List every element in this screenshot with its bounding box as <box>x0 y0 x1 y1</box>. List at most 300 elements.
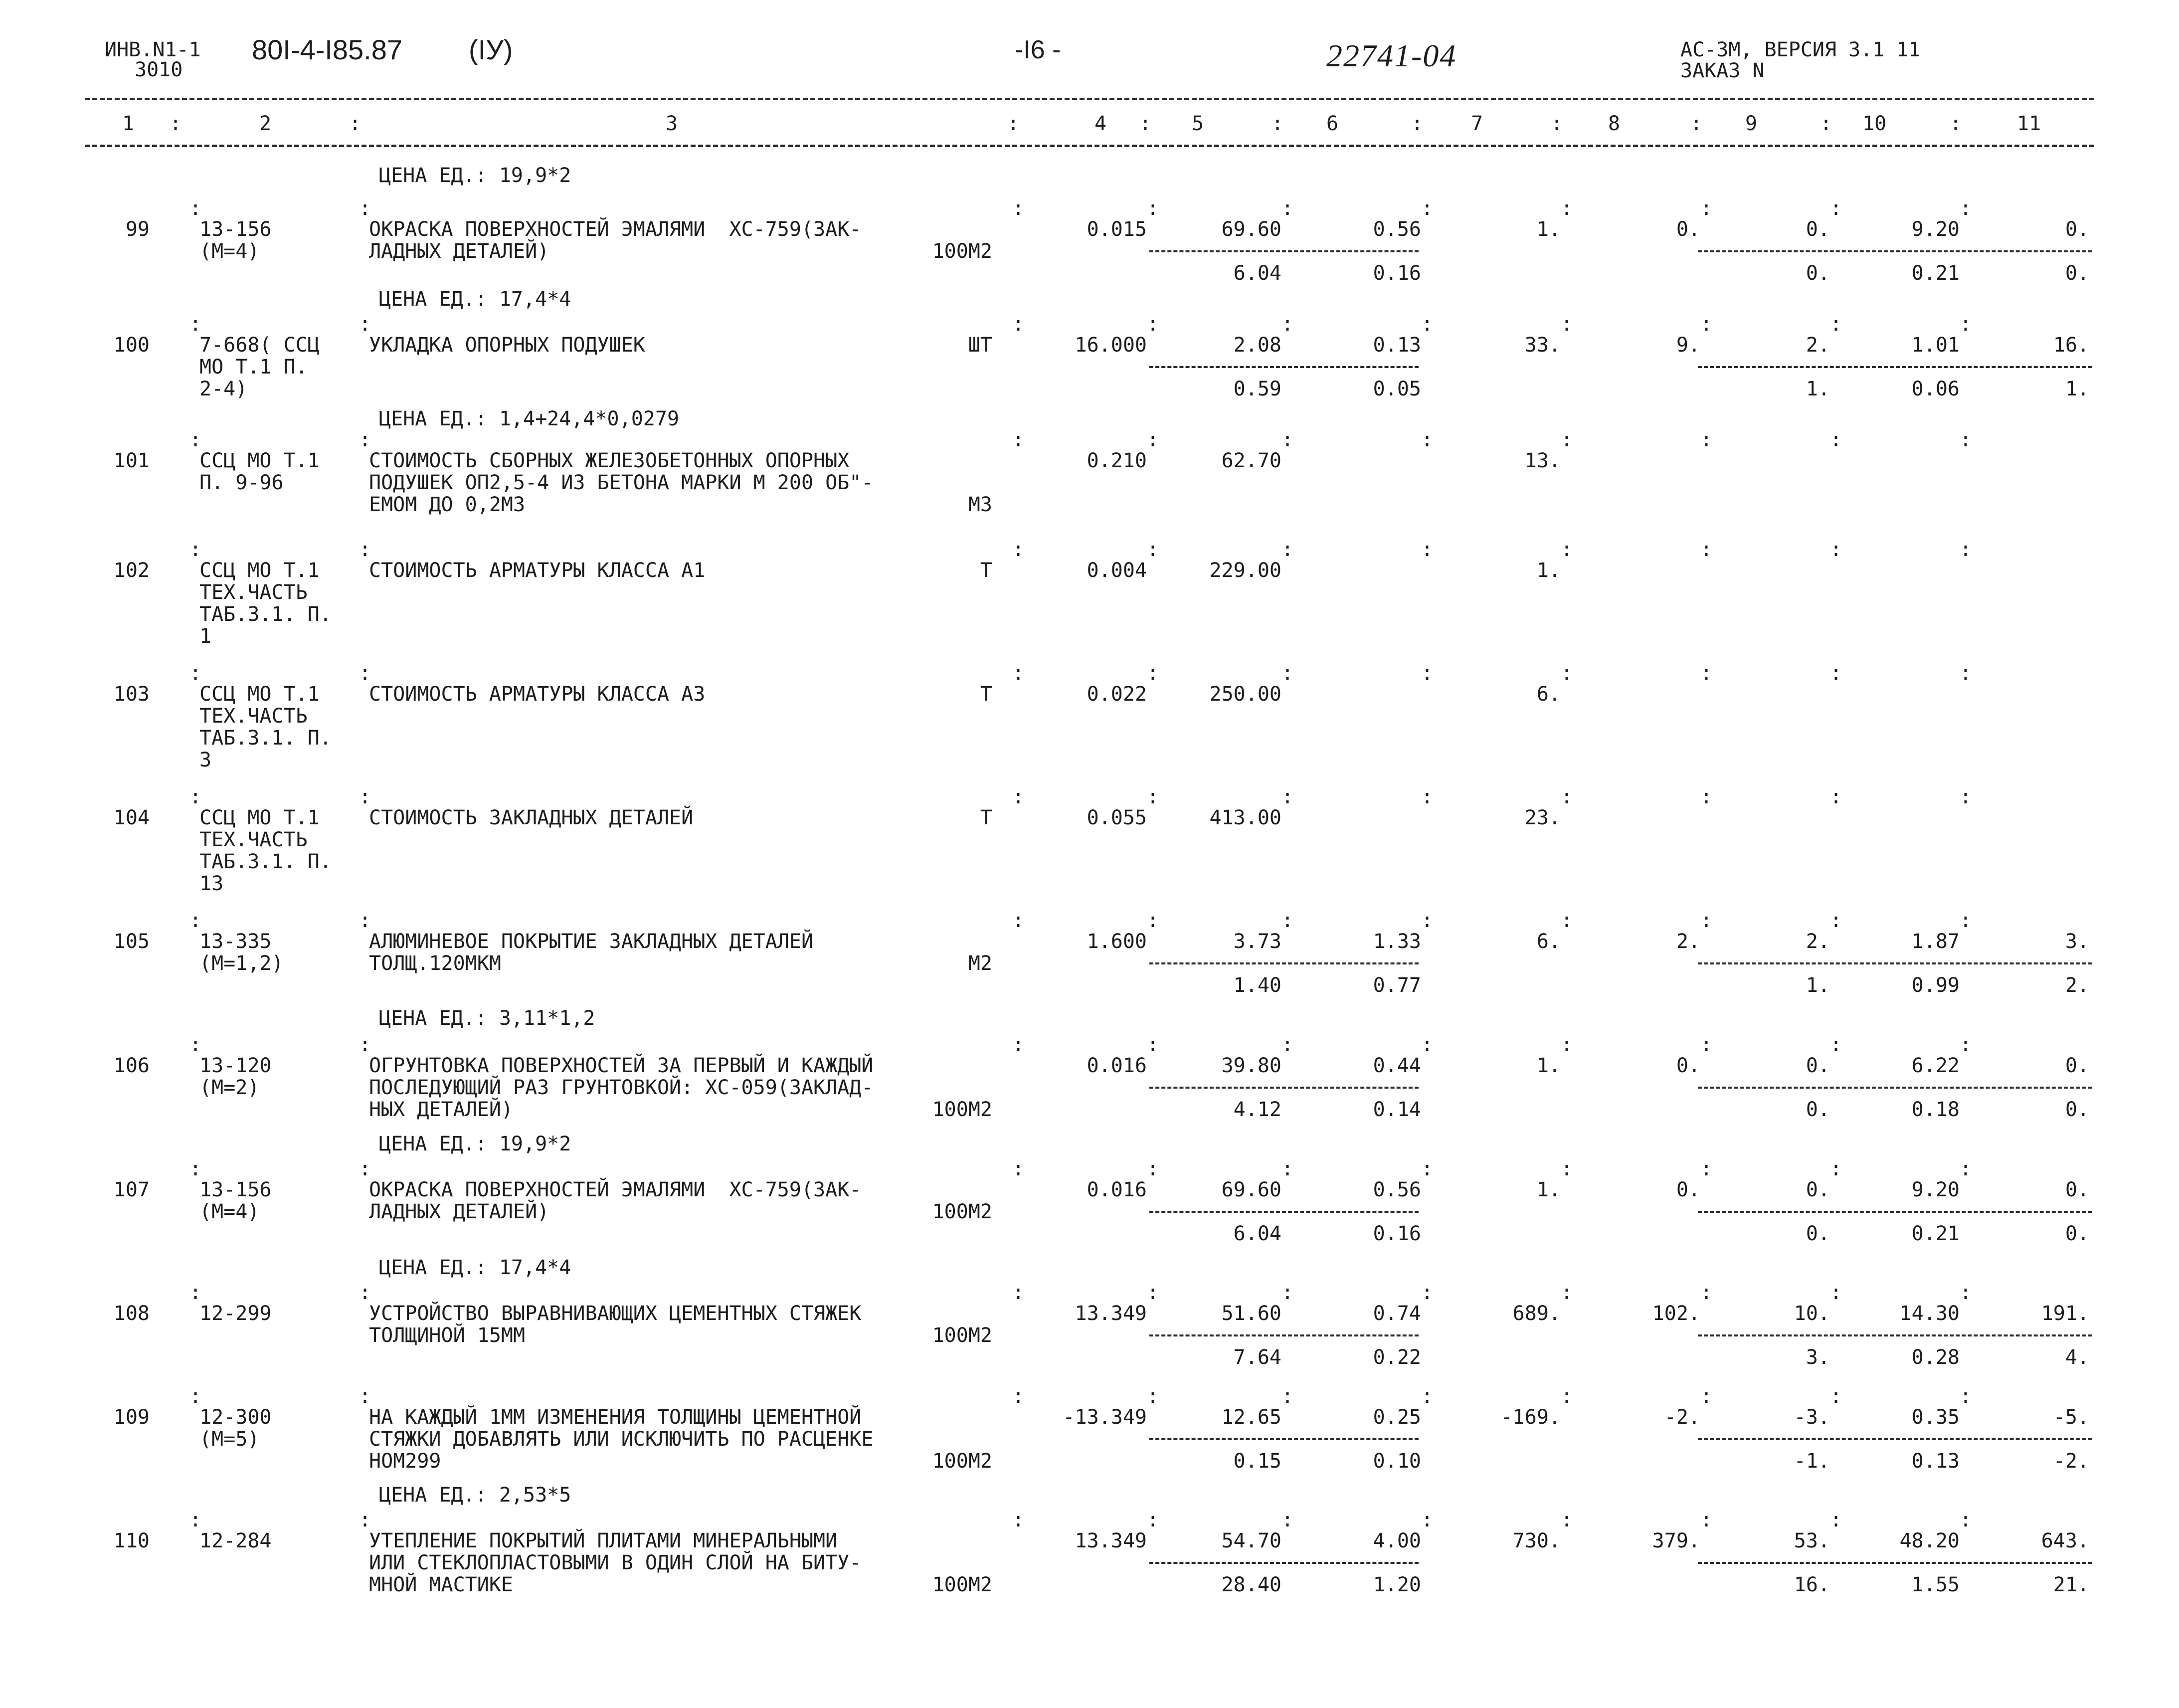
subtotal-divider <box>1149 1087 1419 1089</box>
column-separator: : <box>1281 1509 1294 1531</box>
column-separator: : <box>1421 1509 1434 1531</box>
subtotal-divider <box>1149 1334 1419 1336</box>
column-separator: : <box>1012 1281 1025 1304</box>
column-separator: : <box>1012 1033 1025 1056</box>
row-description: СТОИМОСТЬ СБОРНЫХ ЖЕЛЕЗОБЕТОННЫХ ОПОРНЫХ <box>369 449 850 472</box>
column-header-2: 2 <box>259 112 272 135</box>
column-separator: : <box>189 428 202 451</box>
column-separator: : <box>1561 538 1573 561</box>
column-separator: : <box>1281 785 1294 808</box>
row-code: (M=1,2) <box>199 952 284 975</box>
row-number: 100 <box>113 334 150 357</box>
subtotal-divider <box>1149 1438 1419 1440</box>
cell-col-6: 0.74 <box>1373 1302 1421 1325</box>
column-separator: : <box>1012 662 1025 685</box>
column-separator: : <box>1960 1033 1972 1056</box>
cell-col-4: 16.000 <box>1075 334 1147 357</box>
cell-col-9-second: 3. <box>1806 1346 1830 1369</box>
cell-col-11: 191. <box>2041 1302 2089 1325</box>
column-separator: : <box>1830 785 1842 808</box>
cell-col-4: 0.015 <box>1087 218 1147 241</box>
subtotal-divider <box>1698 1211 2092 1213</box>
cell-col-5: 12.65 <box>1221 1406 1281 1429</box>
column-separator: : <box>1281 1157 1294 1180</box>
column-separator: : <box>359 538 371 561</box>
cell-col-8: 9. <box>1676 334 1700 357</box>
cell-col-6-second: 1.20 <box>1373 1573 1421 1596</box>
cell-col-9: -3. <box>1794 1406 1830 1429</box>
cell-col-9: 10. <box>1794 1302 1830 1325</box>
cell-col-10-second: 0.13 <box>1911 1450 1960 1473</box>
cell-col-6-second: 0.05 <box>1373 378 1421 400</box>
row-description: УКЛАДКА ОПОРНЫХ ПОДУШЕК <box>369 334 645 357</box>
cell-col-5-second: 28.40 <box>1221 1573 1281 1596</box>
column-separator: : <box>1690 112 1703 135</box>
row-description: СТЯЖКИ ДОБАВЛЯТЬ ИЛИ ИСКЛЮЧИТЬ ПО РАСЦЕНКЕ <box>369 1428 874 1451</box>
cell-col-4: 0.016 <box>1087 1054 1147 1077</box>
column-separator: : <box>359 313 371 336</box>
column-separator: : <box>1820 112 1832 135</box>
cell-col-5-second: 6.04 <box>1233 1222 1281 1245</box>
cell-col-7: 6. <box>1536 683 1561 706</box>
cell-col-8: 0. <box>1676 218 1700 241</box>
row-description: ЛАДНЫХ ДЕТАЛЕЙ) <box>369 240 549 263</box>
row-unit: 100М2 <box>932 1450 992 1473</box>
column-separator: : <box>1700 538 1713 561</box>
row-code: ТЕХ.ЧАСТЬ <box>199 828 308 851</box>
column-separator: : <box>1012 1385 1025 1408</box>
cell-col-9: 0. <box>1806 1178 1830 1201</box>
column-separator: : <box>1421 1157 1434 1180</box>
column-separator: : <box>1281 662 1294 685</box>
column-separator: : <box>1421 197 1434 220</box>
column-header-11: 11 <box>2017 112 2041 135</box>
column-separator: : <box>1700 1033 1713 1056</box>
column-separator: : <box>1830 1033 1842 1056</box>
column-separator: : <box>1700 785 1713 808</box>
column-separator: : <box>1012 313 1025 336</box>
cell-col-6-second: 0.16 <box>1373 1222 1421 1245</box>
cell-col-5: 250.00 <box>1209 683 1281 706</box>
cell-col-4: 0.210 <box>1087 449 1147 472</box>
row-number: 105 <box>113 930 150 953</box>
cell-col-11: -5. <box>2053 1406 2089 1429</box>
cell-col-10-second: 0.21 <box>1911 262 1960 285</box>
row-description: ПОДУШЕК ОП2,5-4 ИЗ БЕТОНА МАРКИ М 200 ОБ"- <box>369 471 874 494</box>
cell-col-9-second: 0. <box>1806 1222 1830 1245</box>
cell-col-6: 0.44 <box>1373 1054 1421 1077</box>
cell-col-5: 229.00 <box>1209 559 1281 582</box>
project-issue: (IУ) <box>469 34 513 65</box>
column-separator: : <box>1561 313 1573 336</box>
column-separator: : <box>1950 112 1962 135</box>
cell-col-4: 0.004 <box>1087 559 1147 582</box>
row-description: МНОЙ МАСТИКЕ <box>369 1573 513 1596</box>
column-separator: : <box>359 1385 371 1408</box>
column-separator: : <box>1147 909 1159 932</box>
cell-col-5-second: 0.15 <box>1233 1450 1281 1473</box>
row-description: ПОСЛЕДУЮЩИЙ РАЗ ГРУНТОВКОЙ: ХС-059(ЗАКЛАД- <box>369 1076 874 1099</box>
cell-col-10: 14.30 <box>1899 1302 1960 1325</box>
row-unit: 100М2 <box>932 240 992 263</box>
row-code: П. 9-96 <box>199 471 284 494</box>
column-separator: : <box>1281 1385 1294 1408</box>
cell-col-10: 9.20 <box>1911 218 1960 241</box>
row-unit: 100М2 <box>932 1098 992 1121</box>
column-separator: : <box>1830 313 1842 336</box>
column-separator: : <box>1960 909 1972 932</box>
column-separator: : <box>189 1509 202 1531</box>
column-separator: : <box>1147 1033 1159 1056</box>
subtotal-divider <box>1698 962 2092 964</box>
row-number: 110 <box>113 1529 150 1552</box>
column-separator: : <box>189 909 202 932</box>
column-separator: : <box>1281 428 1294 451</box>
row-description: ОКРАСКА ПОВЕРХНОСТЕЙ ЭМАЛЯМИ ХС-759(ЗАК- <box>369 218 862 241</box>
column-separator: : <box>1421 1281 1434 1304</box>
subtotal-divider <box>1698 1562 2092 1564</box>
column-separator: : <box>1561 428 1573 451</box>
column-separator: : <box>1147 1385 1159 1408</box>
column-separator: : <box>1561 1157 1573 1180</box>
row-number: 101 <box>113 449 150 472</box>
inventory-label: ИНВ.N1-1 <box>105 38 201 61</box>
column-separator: : <box>1007 112 1020 135</box>
column-separator: : <box>189 538 202 561</box>
row-code: 1 <box>199 625 212 648</box>
row-number: 102 <box>113 559 150 582</box>
row-number: 99 <box>125 218 150 241</box>
subtotal-divider <box>1149 962 1419 964</box>
cell-col-10-second: 0.18 <box>1911 1098 1960 1121</box>
cell-col-6: 4.00 <box>1373 1529 1421 1552</box>
column-header-3: 3 <box>666 112 678 135</box>
column-separator: : <box>1147 1157 1159 1180</box>
cell-col-7: 1. <box>1536 559 1561 582</box>
column-separator: : <box>1012 909 1025 932</box>
cell-col-5-second: 1.40 <box>1233 974 1281 997</box>
row-description: ОКРАСКА ПОВЕРХНОСТЕЙ ЭМАЛЯМИ ХС-759(ЗАК- <box>369 1178 862 1201</box>
row-description: ТОЛЩИНОЙ 15ММ <box>369 1324 526 1347</box>
cell-col-9: 2. <box>1806 334 1830 357</box>
cell-col-7: 730. <box>1512 1529 1561 1552</box>
subtotal-divider <box>1149 1211 1419 1213</box>
row-code: 13-120 <box>199 1054 272 1077</box>
row-code: 13-335 <box>199 930 272 953</box>
row-code: (M=5) <box>199 1428 260 1451</box>
row-number: 107 <box>113 1178 150 1201</box>
row-code: 7-668( ССЦ <box>199 334 320 357</box>
cell-col-4: 0.016 <box>1087 1178 1147 1201</box>
subtotal-divider <box>1698 250 2092 252</box>
cell-col-5-second: 7.64 <box>1233 1346 1281 1369</box>
row-description: НЫХ ДЕТАЛЕЙ) <box>369 1098 513 1121</box>
cell-col-11-second: -2. <box>2053 1450 2089 1473</box>
row-code: ТЕХ.ЧАСТЬ <box>199 581 308 604</box>
column-separator: : <box>1421 1033 1434 1056</box>
column-header-8: 8 <box>1608 112 1621 135</box>
cell-col-8: 379. <box>1652 1529 1700 1552</box>
row-code: 2-4) <box>199 378 248 400</box>
column-separator: : <box>189 313 202 336</box>
cell-col-9-second: 16. <box>1794 1573 1830 1596</box>
column-separator: : <box>1561 785 1573 808</box>
cell-col-8: -2. <box>1664 1406 1700 1429</box>
column-separator: : <box>1561 662 1573 685</box>
cell-col-10: 1.01 <box>1911 334 1960 357</box>
row-unit: 100М2 <box>932 1573 992 1596</box>
cell-col-11-second: 4. <box>2065 1346 2089 1369</box>
row-unit: ШТ <box>968 334 992 357</box>
cell-col-6: 0.56 <box>1373 218 1421 241</box>
cell-col-5: 51.60 <box>1221 1302 1281 1325</box>
column-separator: : <box>1830 662 1842 685</box>
cell-col-7: 1. <box>1536 218 1561 241</box>
row-unit: М3 <box>968 493 992 516</box>
cell-col-9-second: 1. <box>1806 378 1830 400</box>
subtotal-divider <box>1149 250 1419 252</box>
row-code: (M=4) <box>199 240 260 263</box>
cell-col-4: -13.349 <box>1063 1406 1147 1429</box>
cell-col-10: 48.20 <box>1899 1529 1960 1552</box>
column-separator: : <box>1411 112 1424 135</box>
column-separator: : <box>1960 428 1972 451</box>
page-number: -I6 - <box>1015 35 1061 64</box>
column-separator: : <box>1147 662 1159 685</box>
cell-col-9-second: 0. <box>1806 262 1830 285</box>
column-separator: : <box>359 1509 371 1531</box>
row-code: ТАБ.3.1. П. <box>199 603 332 626</box>
cell-col-8: 102. <box>1652 1302 1700 1325</box>
cell-col-10-second: 0.21 <box>1911 1222 1960 1245</box>
cell-col-8: 0. <box>1676 1054 1700 1077</box>
cell-col-7: 13. <box>1524 449 1561 472</box>
column-header-5: 5 <box>1192 112 1204 135</box>
column-separator: : <box>1960 1385 1972 1408</box>
cell-col-9: 2. <box>1806 930 1830 953</box>
cell-col-6-second: 0.77 <box>1373 974 1421 997</box>
row-code: ССЦ МО Т.1 <box>199 683 320 706</box>
cell-col-6: 1.33 <box>1373 930 1421 953</box>
row-description: АЛЮМИНЕВОЕ ПОКРЫТИЕ ЗАКЛАДНЫХ ДЕТАЛЕЙ <box>369 930 814 953</box>
cell-col-5: 62.70 <box>1221 449 1281 472</box>
row-code: 12-284 <box>199 1529 272 1552</box>
column-separator: : <box>1281 1033 1294 1056</box>
row-number: 103 <box>113 683 150 706</box>
column-separator: : <box>1281 538 1294 561</box>
column-separator: : <box>359 785 371 808</box>
column-separator: : <box>1139 112 1152 135</box>
unit-price-note: ЦЕНА ЕД.: 3,11*1,2 <box>379 1007 595 1030</box>
column-separator: : <box>1960 1157 1972 1180</box>
column-separator: : <box>1012 1509 1025 1531</box>
cell-col-11-second: 0. <box>2065 262 2089 285</box>
column-separator: : <box>1830 1385 1842 1408</box>
cell-col-8: 2. <box>1676 930 1700 953</box>
order-number: ЗАКАЗ N <box>1680 59 1765 82</box>
cell-col-6-second: 0.10 <box>1373 1450 1421 1473</box>
column-separator: : <box>170 112 182 135</box>
cell-col-10: 1.87 <box>1911 930 1960 953</box>
cell-col-6: 0.56 <box>1373 1178 1421 1201</box>
column-separator: : <box>1830 538 1842 561</box>
column-separator: : <box>1700 428 1713 451</box>
column-separator: : <box>1281 197 1294 220</box>
row-description: НА КАЖДЫЙ 1ММ ИЗМЕНЕНИЯ ТОЛЩИНЫ ЦЕМЕНТНОЙ <box>369 1406 862 1429</box>
column-header-4: 4 <box>1094 112 1107 135</box>
row-description: ЕМОМ ДО 0,2М3 <box>369 493 526 516</box>
row-code: ТЕХ.ЧАСТЬ <box>199 705 308 728</box>
column-separator: : <box>1561 1385 1573 1408</box>
column-separator: : <box>1830 909 1842 932</box>
column-header-7: 7 <box>1471 112 1483 135</box>
column-separator: : <box>1147 313 1159 336</box>
column-header-9: 9 <box>1745 112 1758 135</box>
column-separator: : <box>1147 1509 1159 1531</box>
column-separator: : <box>1960 662 1972 685</box>
column-separator: : <box>1012 428 1025 451</box>
cell-col-11: 3. <box>2065 930 2089 953</box>
header-rule <box>85 145 2094 147</box>
column-separator: : <box>359 1033 371 1056</box>
column-separator: : <box>189 785 202 808</box>
column-separator: : <box>1561 1033 1573 1056</box>
cell-col-10-second: 0.99 <box>1911 974 1960 997</box>
column-separator: : <box>1700 1509 1713 1531</box>
subtotal-divider <box>1698 366 2092 368</box>
cell-col-6-second: 0.16 <box>1373 262 1421 285</box>
row-code: (M=2) <box>199 1076 260 1099</box>
row-code: ССЦ МО Т.1 <box>199 449 320 472</box>
row-code: ТАБ.3.1. П. <box>199 727 332 750</box>
row-code: ТАБ.3.1. П. <box>199 850 332 873</box>
column-separator: : <box>1421 662 1434 685</box>
cell-col-5-second: 4.12 <box>1233 1098 1281 1121</box>
subtotal-divider <box>1149 366 1419 368</box>
cell-col-7: 23. <box>1524 806 1561 829</box>
column-separator: : <box>1700 197 1713 220</box>
cell-col-5: 2.08 <box>1233 334 1281 357</box>
cell-col-7: 6. <box>1536 930 1561 953</box>
cell-col-10: 6.22 <box>1911 1054 1960 1077</box>
cell-col-4: 13.349 <box>1075 1529 1147 1552</box>
unit-price-note: ЦЕНА ЕД.: 17,4*4 <box>379 288 571 311</box>
cell-col-5: 54.70 <box>1221 1529 1281 1552</box>
subtotal-divider <box>1698 1334 2092 1336</box>
column-separator: : <box>1012 1157 1025 1180</box>
column-separator: : <box>189 662 202 685</box>
row-description: ОГРУНТОВКА ПОВЕРХНОСТЕЙ ЗА ПЕРВЫЙ И КАЖДЫЙ <box>369 1054 874 1077</box>
column-separator: : <box>1830 1281 1842 1304</box>
row-unit: 100М2 <box>932 1200 992 1223</box>
subtotal-divider <box>1698 1087 2092 1089</box>
row-description: СТОИМОСТЬ АРМАТУРЫ КЛАССА А1 <box>369 559 706 582</box>
cell-col-11-second: 0. <box>2065 1222 2089 1245</box>
subtotal-divider <box>1698 1438 2092 1440</box>
row-unit: 100М2 <box>932 1324 992 1347</box>
column-separator: : <box>359 1281 371 1304</box>
row-code: ССЦ МО Т.1 <box>199 559 320 582</box>
cell-col-7: -169. <box>1500 1406 1561 1429</box>
cell-col-5: 69.60 <box>1221 1178 1281 1201</box>
cell-col-11: 643. <box>2041 1529 2089 1552</box>
inventory-number: 3010 <box>135 58 183 81</box>
column-separator: : <box>1012 785 1025 808</box>
column-separator: : <box>359 428 371 451</box>
column-separator: : <box>1960 1509 1972 1531</box>
cell-col-6: 0.13 <box>1373 334 1421 357</box>
project-code: 80I-4-I85.87 <box>252 34 402 65</box>
column-separator: : <box>1830 1509 1842 1531</box>
cell-col-5: 413.00 <box>1209 806 1281 829</box>
row-description: ЛАДНЫХ ДЕТАЛЕЙ) <box>369 1200 549 1223</box>
row-code: 3 <box>199 749 212 771</box>
cell-col-6-second: 0.14 <box>1373 1098 1421 1121</box>
column-separator: : <box>1960 538 1972 561</box>
column-header-10: 10 <box>1862 112 1887 135</box>
row-number: 104 <box>113 806 150 829</box>
column-header-1: 1 <box>122 112 135 135</box>
cell-col-4: 1.600 <box>1087 930 1147 953</box>
column-separator: : <box>189 1281 202 1304</box>
cell-col-4: 13.349 <box>1075 1302 1147 1325</box>
row-code: 13-156 <box>199 1178 272 1201</box>
column-separator: : <box>1281 1281 1294 1304</box>
column-separator: : <box>1830 428 1842 451</box>
cell-col-7: 1. <box>1536 1054 1561 1077</box>
column-header-6: 6 <box>1326 112 1339 135</box>
column-separator: : <box>1012 197 1025 220</box>
column-separator: : <box>359 662 371 685</box>
row-code: 13 <box>199 872 224 895</box>
cell-col-5: 3.73 <box>1233 930 1281 953</box>
row-code: МО Т.1 П. <box>199 356 308 379</box>
column-separator: : <box>1830 197 1842 220</box>
column-separator: : <box>1960 785 1972 808</box>
cell-col-6-second: 0.22 <box>1373 1346 1421 1369</box>
unit-price-note: ЦЕНА ЕД.: 19,9*2 <box>379 1133 571 1155</box>
cell-col-10: 0.35 <box>1911 1406 1960 1429</box>
column-separator: : <box>1147 428 1159 451</box>
column-separator: : <box>1281 313 1294 336</box>
column-separator: : <box>189 1385 202 1408</box>
row-description: СТОИМОСТЬ АРМАТУРЫ КЛАССА А3 <box>369 683 706 706</box>
column-separator: : <box>1700 662 1713 685</box>
program-version: АС-3М, ВЕРСИЯ 3.1 11 <box>1680 38 1921 61</box>
column-separator: : <box>1421 313 1434 336</box>
row-unit: Т <box>980 559 992 582</box>
row-code: 13-156 <box>199 218 272 241</box>
cell-col-8: 0. <box>1676 1178 1700 1201</box>
cell-col-7: 689. <box>1512 1302 1561 1325</box>
row-unit: Т <box>980 683 992 706</box>
column-separator: : <box>359 1157 371 1180</box>
column-separator: : <box>1700 909 1713 932</box>
cell-col-7: 33. <box>1524 334 1561 357</box>
cell-col-5-second: 6.04 <box>1233 262 1281 285</box>
column-separator: : <box>1012 538 1025 561</box>
cell-col-6: 0.25 <box>1373 1406 1421 1429</box>
row-description: СТОИМОСТЬ ЗАКЛАДНЫХ ДЕТАЛЕЙ <box>369 806 694 829</box>
column-separator: : <box>189 1033 202 1056</box>
column-separator: : <box>1147 1281 1159 1304</box>
column-separator: : <box>359 909 371 932</box>
unit-price-note: ЦЕНА ЕД.: 17,4*4 <box>379 1256 571 1279</box>
row-description: УТЕПЛЕНИЕ ПОКРЫТИЙ ПЛИТАМИ МИНЕРАЛЬНЫМИ <box>369 1529 838 1552</box>
cell-col-11-second: 21. <box>2053 1573 2089 1596</box>
cell-col-11: 0. <box>2065 218 2089 241</box>
handwritten-number: 22741-04 <box>1326 38 1457 73</box>
